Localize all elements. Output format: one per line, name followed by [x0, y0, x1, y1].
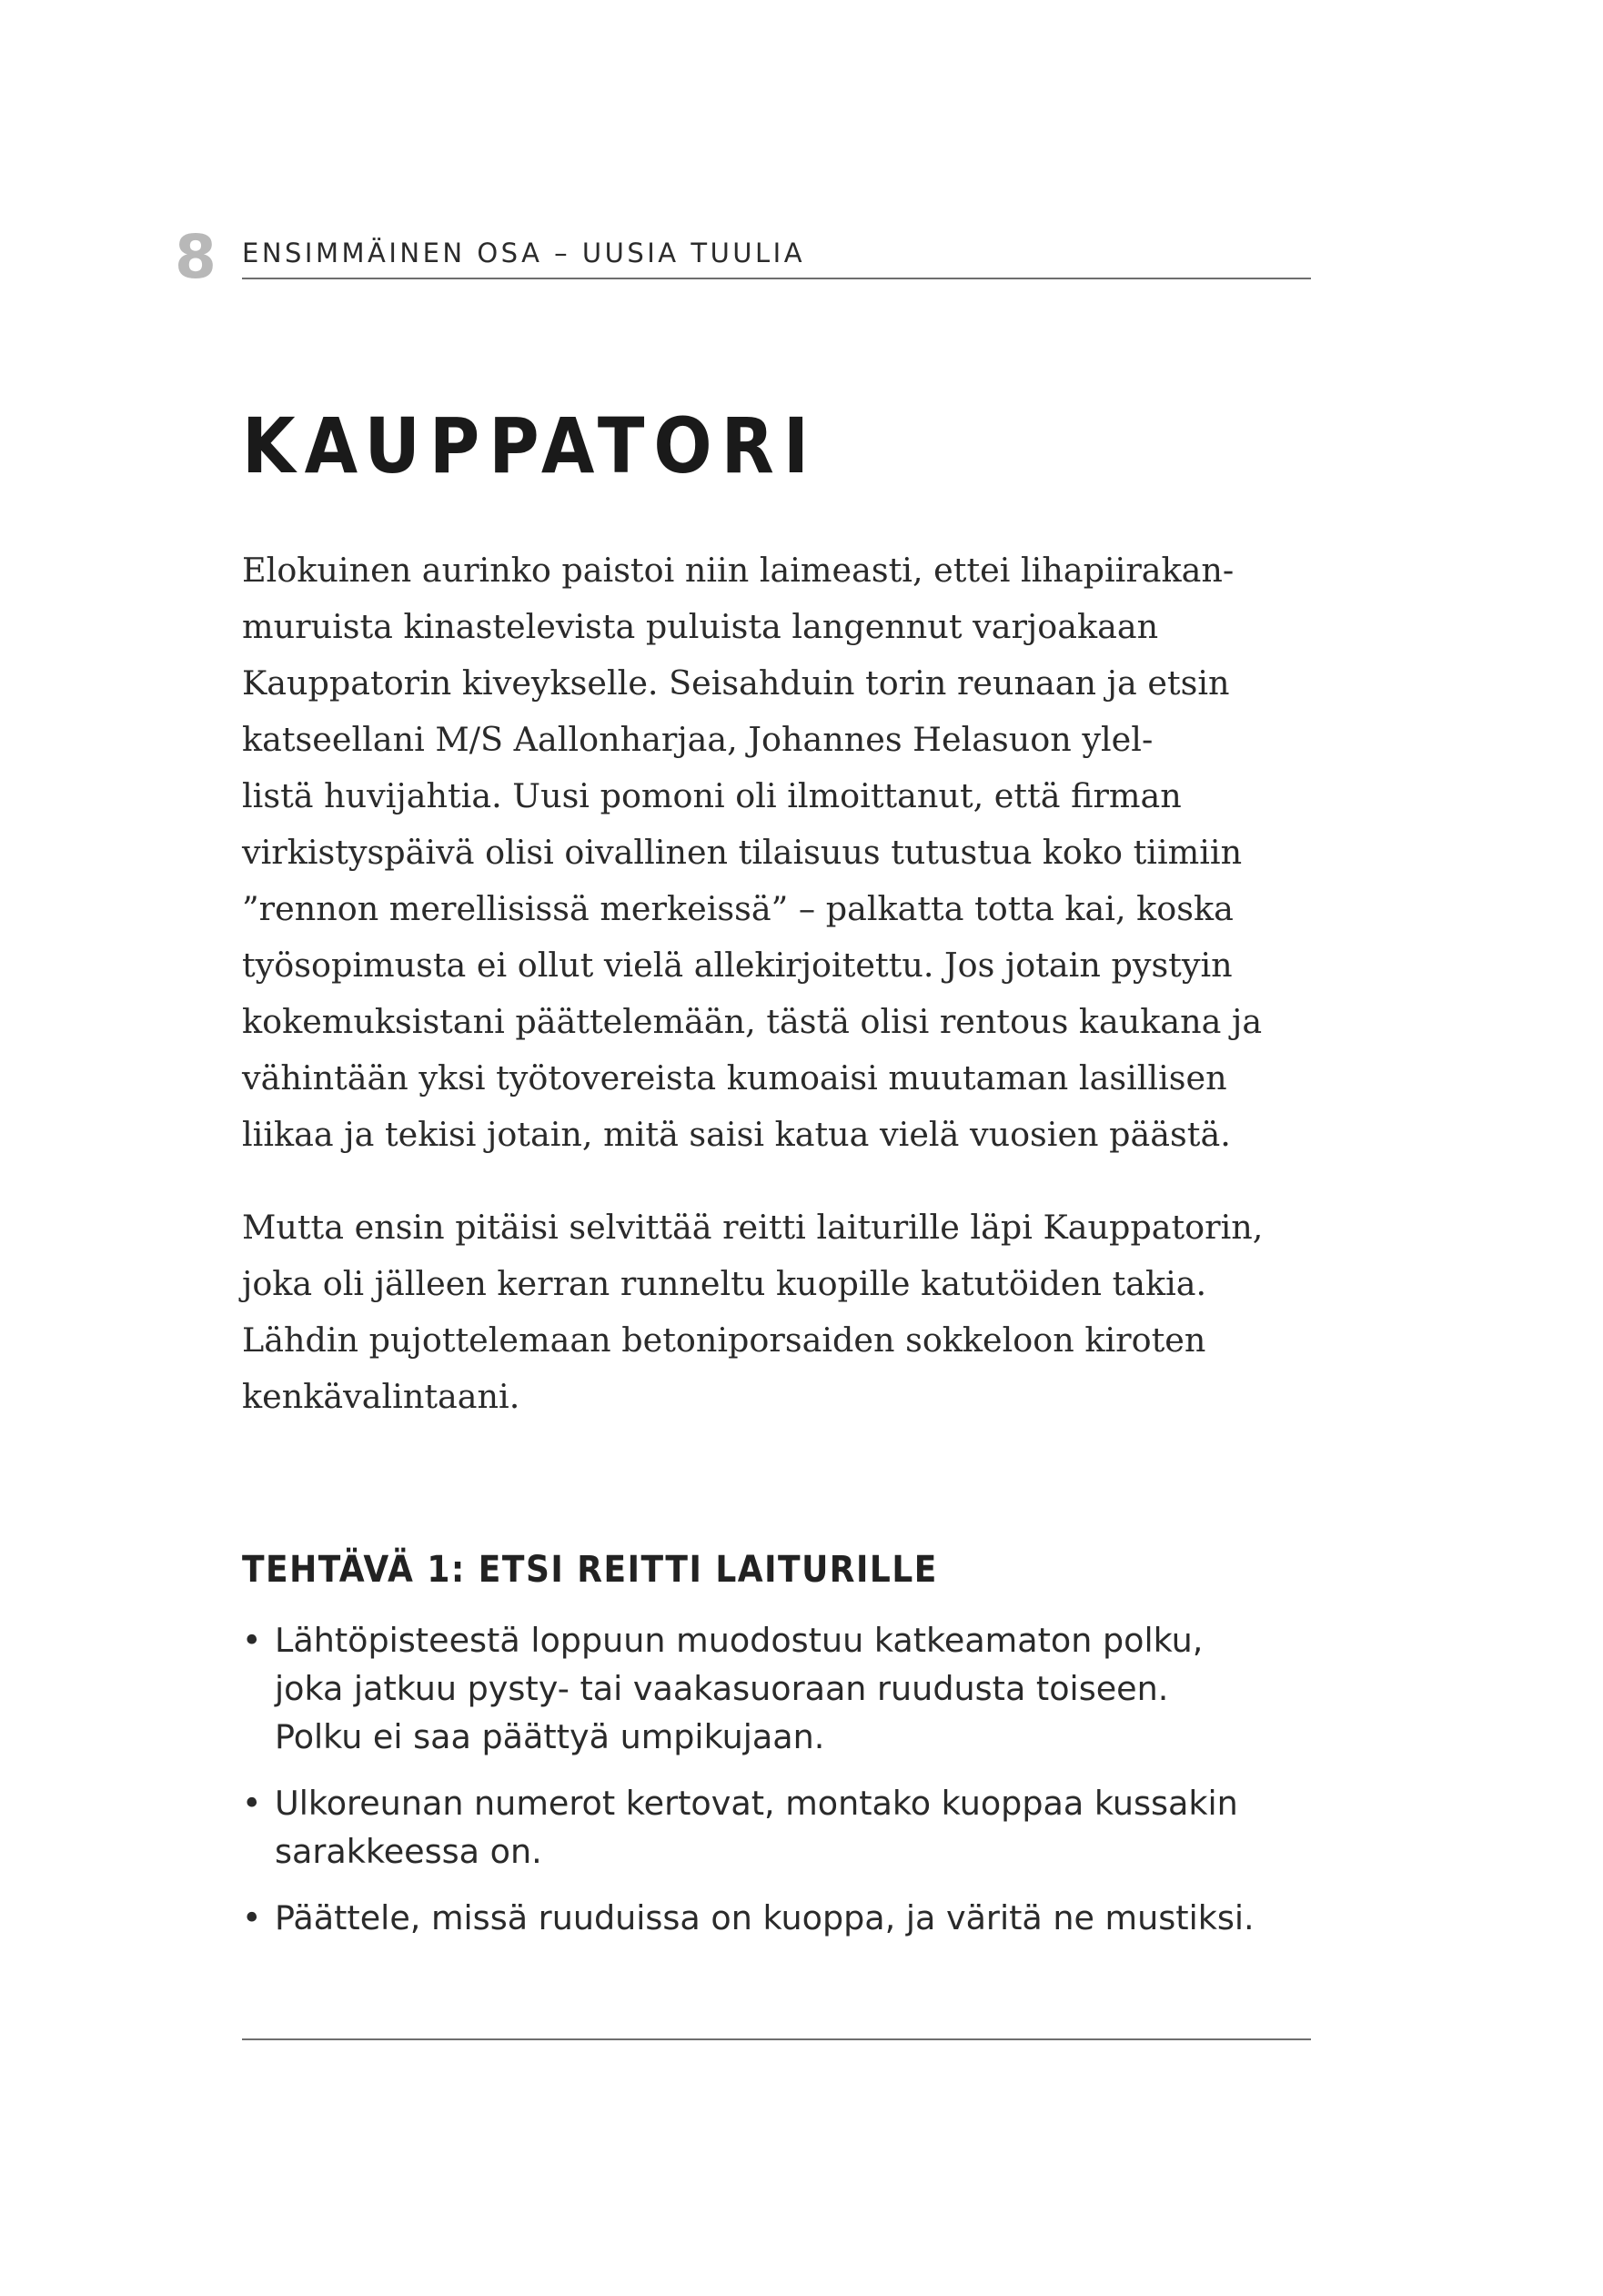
header-rule	[242, 278, 1311, 279]
body-line: Elokuinen aurinko paistoi niin laimeasti, ettei lihapiirakan-	[242, 551, 1235, 590]
body-line: kenkävalintaani.	[242, 1377, 520, 1416]
list-item-line: Ulkoreunan numerot kertovat, montako kuoppaa kussakin	[275, 1784, 1238, 1823]
list-item	[242, 1779, 1352, 1876]
body-line: kokemuksistani päättelemään, tästä olisi rentous kaukana ja	[242, 1002, 1263, 1041]
bullet-icon: •	[242, 1898, 262, 1937]
task-heading: TEHTÄVÄ 1: ETSI REITTI LAITURILLE	[242, 1549, 938, 1591]
body-line: katseellani M/S Aallonharjaa, Johannes Helasuon ylel-	[242, 720, 1154, 759]
footer-rule	[242, 2038, 1311, 2040]
list-item-line: sarakkeessa on.	[275, 1832, 542, 1871]
body-line: Kauppatorin kiveykselle. Seisahduin torin reunaan ja etsin	[242, 663, 1230, 703]
body-line: työsopimusta ei ollut vielä allekirjoitettu. Jos jotain pystyin	[242, 946, 1233, 985]
body-line: liikaa ja tekisi jotain, mitä saisi katua vielä vuosien päästä.	[242, 1115, 1231, 1154]
body-line: Mutta ensin pitäisi selvittää reitti laiturille läpi Kauppatorin,	[242, 1208, 1264, 1247]
body-paragraph-2	[242, 1199, 1334, 1425]
page-number: 8	[175, 222, 217, 292]
list-item-line: joka jatkuu pysty- tai vaakasuoraan ruudusta toiseen.	[275, 1669, 1169, 1708]
body-line: virkistyspäivä olisi oivallinen tilaisuus tutustua koko tiimiin	[242, 833, 1243, 872]
running-header: ENSIMMÄINEN OSA – UUSIA TUULIA	[242, 238, 806, 268]
body-line: vähintään yksi työtovereista kumoaisi muutaman lasillisen	[242, 1058, 1227, 1097]
bullet-icon: •	[242, 1784, 262, 1823]
body-line: Lähdin pujottelemaan betoniporsaiden sokkeloon kiroten	[242, 1320, 1206, 1360]
list-item-line: Lähtöpisteestä loppuun muodostuu katkeamaton polku,	[275, 1621, 1204, 1660]
body-paragraph-1	[242, 542, 1334, 1163]
list-item	[242, 1894, 1352, 1942]
body-line: listä huvijahtia. Uusi pomoni oli ilmoittanut, että firman	[242, 776, 1182, 815]
task-rules-list	[242, 1616, 1352, 1960]
body-line: muruista kinastelevista puluista langennut varjoakaan	[242, 607, 1159, 646]
list-item	[242, 1616, 1352, 1761]
body-line: joka oli jälleen kerran runneltu kuopille katutöiden takia.	[242, 1264, 1207, 1303]
bullet-icon: •	[242, 1621, 262, 1660]
list-item-line: Päättele, missä ruuduissa on kuoppa, ja väritä ne mustiksi.	[275, 1898, 1255, 1937]
body-line: ”rennon merellisissä merkeissä” – palkatta totta kai, koska	[242, 889, 1234, 928]
list-item-line: Polku ei saa päättyä umpikujaan.	[275, 1717, 825, 1756]
chapter-title: KAUPPATORI	[242, 401, 818, 491]
